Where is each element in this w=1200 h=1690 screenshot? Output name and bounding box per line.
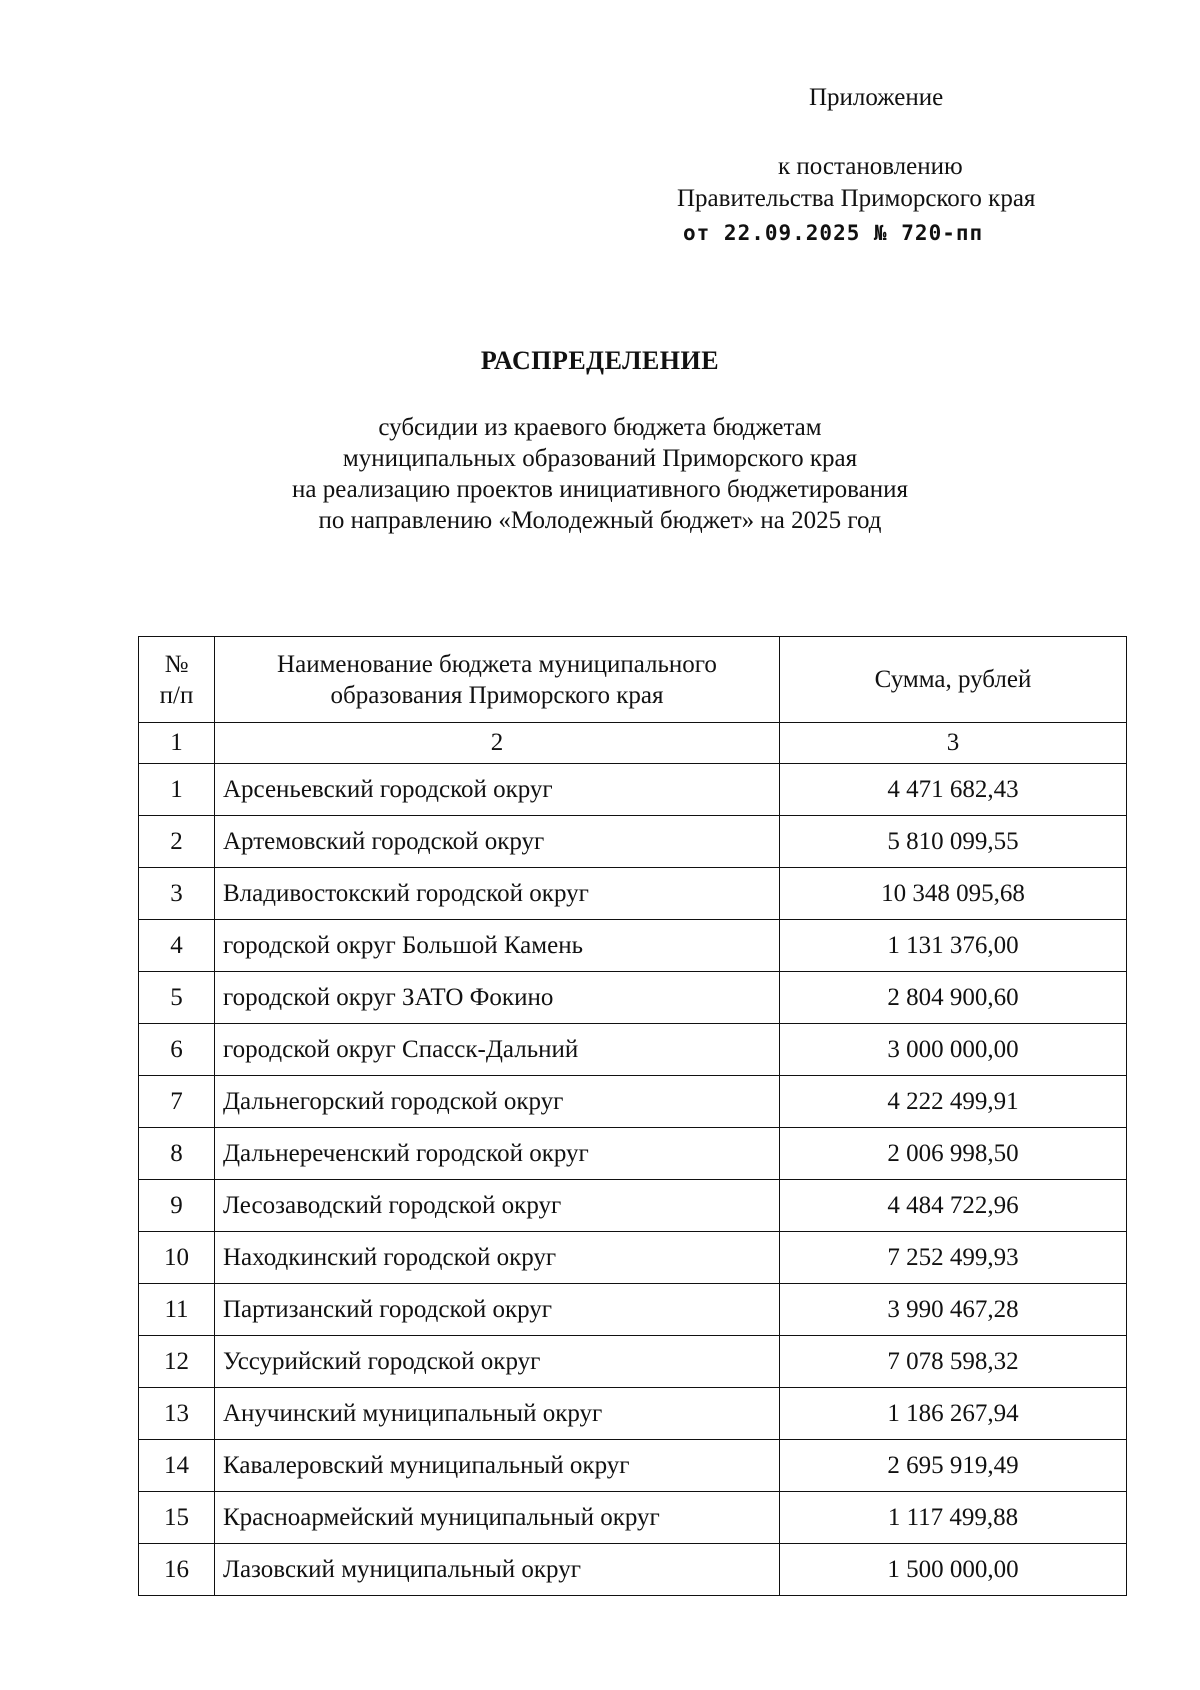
row-municipality-name: Находкинский городской округ — [215, 1232, 780, 1284]
row-number: 5 — [139, 972, 215, 1024]
subtitle-line: муниципальных образований Приморского края — [342, 445, 858, 472]
header-number — [139, 637, 215, 723]
row-municipality-name: городской округ Большой Камень — [215, 920, 780, 972]
row-number: 8 — [139, 1128, 215, 1180]
row-number: 2 — [139, 816, 215, 868]
row-number: 14 — [139, 1440, 215, 1492]
row-number: 16 — [139, 1544, 215, 1596]
table-row — [139, 1336, 1127, 1388]
table-row — [139, 1180, 1127, 1232]
document-subtitle — [0, 412, 1200, 536]
row-sum: 4 471 682,43 — [780, 764, 1127, 816]
table-row — [139, 1284, 1127, 1336]
row-number: 3 — [139, 868, 215, 920]
header-number-line: п/п — [159, 681, 194, 709]
row-number: 10 — [139, 1232, 215, 1284]
row-sum: 2 695 919,49 — [780, 1440, 1127, 1492]
row-municipality-name: городской округ Спасск-Дальний — [215, 1024, 780, 1076]
row-sum: 7 252 499,93 — [780, 1232, 1127, 1284]
resolution-date-number-stamp: от 22.09.2025 № 720-пп — [683, 221, 984, 245]
header-name-line: образования Приморского края — [330, 681, 664, 709]
table-row — [139, 1024, 1127, 1076]
row-sum: 1 500 000,00 — [780, 1544, 1127, 1596]
column-index-row — [139, 723, 1127, 764]
document-title: РАСПРЕДЕЛЕНИЕ — [480, 346, 720, 375]
table-body — [139, 764, 1127, 1596]
column-index: 3 — [780, 723, 1127, 764]
row-sum: 4 484 722,96 — [780, 1180, 1127, 1232]
row-municipality-name: Арсеньевский городской округ — [215, 764, 780, 816]
row-municipality-name: Кавалеровский муниципальный округ — [215, 1440, 780, 1492]
header-name — [215, 637, 780, 723]
appendix-label: Приложение — [809, 84, 944, 111]
row-sum: 7 078 598,32 — [780, 1336, 1127, 1388]
row-sum: 5 810 099,55 — [780, 816, 1127, 868]
appendix-to-resolution: к постановлению — [778, 153, 963, 180]
subtitle-line: по направлению «Молодежный бюджет» на 2025 год — [318, 507, 882, 534]
row-sum: 10 348 095,68 — [780, 868, 1127, 920]
table-header-row — [139, 637, 1127, 723]
row-number: 15 — [139, 1492, 215, 1544]
row-municipality-name: Артемовский городской округ — [215, 816, 780, 868]
subtitle-line: субсидии из краевого бюджета бюджетам — [378, 414, 822, 441]
row-number: 13 — [139, 1388, 215, 1440]
row-municipality-name: Дальнереченский городской округ — [215, 1128, 780, 1180]
header-name-line: Наименование бюджета муниципального — [277, 650, 717, 678]
row-number: 6 — [139, 1024, 215, 1076]
row-sum: 4 222 499,91 — [780, 1076, 1127, 1128]
column-index: 1 — [139, 723, 215, 764]
header-number-line: № — [164, 650, 189, 678]
row-municipality-name: городской округ ЗАТО Фокино — [215, 972, 780, 1024]
table-row — [139, 1440, 1127, 1492]
row-sum: 3 000 000,00 — [780, 1024, 1127, 1076]
table-row — [139, 1492, 1127, 1544]
table-row — [139, 920, 1127, 972]
table-row — [139, 816, 1127, 868]
row-number: 7 — [139, 1076, 215, 1128]
row-sum: 1 117 499,88 — [780, 1492, 1127, 1544]
row-number: 12 — [139, 1336, 215, 1388]
table-row — [139, 1128, 1127, 1180]
row-municipality-name: Уссурийский городской округ — [215, 1336, 780, 1388]
row-number: 11 — [139, 1284, 215, 1336]
row-municipality-name: Владивостокский городской округ — [215, 868, 780, 920]
row-number: 4 — [139, 920, 215, 972]
subtitle-line: на реализацию проектов инициативного бюджетирования — [292, 476, 908, 503]
column-index: 2 — [215, 723, 780, 764]
table-row — [139, 868, 1127, 920]
row-sum: 2 006 998,50 — [780, 1128, 1127, 1180]
row-number: 9 — [139, 1180, 215, 1232]
row-municipality-name: Анучинский муниципальный округ — [215, 1388, 780, 1440]
row-municipality-name: Дальнегорский городской округ — [215, 1076, 780, 1128]
header-sum: Сумма, рублей — [780, 637, 1127, 723]
row-number: 1 — [139, 764, 215, 816]
table-row — [139, 764, 1127, 816]
row-municipality-name: Красноармейский муниципальный округ — [215, 1492, 780, 1544]
row-municipality-name: Партизанский городской округ — [215, 1284, 780, 1336]
appendix-government: Правительства Приморского края — [677, 185, 1036, 212]
row-sum: 1 131 376,00 — [780, 920, 1127, 972]
table-row — [139, 1388, 1127, 1440]
row-sum: 3 990 467,28 — [780, 1284, 1127, 1336]
row-sum: 2 804 900,60 — [780, 972, 1127, 1024]
table-row — [139, 1076, 1127, 1128]
table-row — [139, 1232, 1127, 1284]
row-municipality-name: Лесозаводский городской округ — [215, 1180, 780, 1232]
row-municipality-name: Лазовский муниципальный округ — [215, 1544, 780, 1596]
table-row — [139, 1544, 1127, 1596]
table-row — [139, 972, 1127, 1024]
row-sum: 1 186 267,94 — [780, 1388, 1127, 1440]
distribution-table — [138, 636, 1127, 1596]
